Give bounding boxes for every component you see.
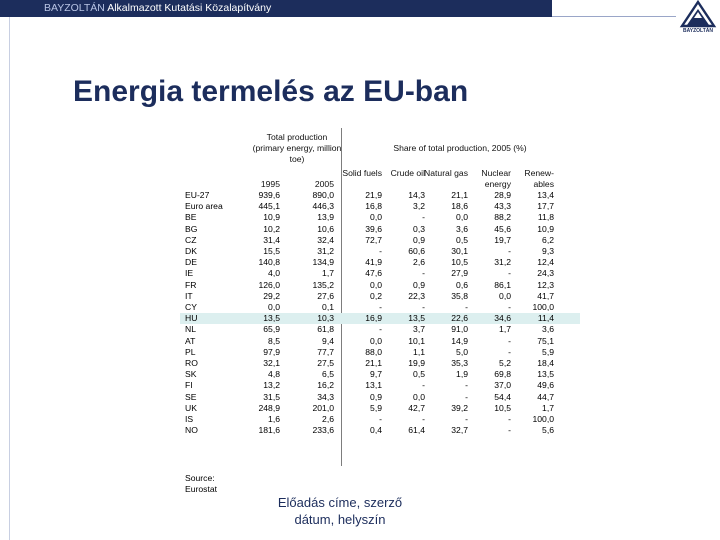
table-cell: 31,2 [317, 246, 334, 256]
table-cell: - [508, 425, 511, 436]
table-cell: 9,4 [322, 335, 334, 346]
table-cell: 100,0 [532, 302, 554, 312]
table-row [180, 380, 580, 391]
table-cell: 11,4 [537, 313, 554, 324]
table-cell: 4,0 [268, 268, 280, 279]
country-code: NO [185, 425, 198, 436]
table-cell: 29,2 [263, 290, 280, 301]
table-cell: 13,5 [408, 313, 425, 324]
table-cell: - [422, 414, 425, 424]
column-header: Nuclear energy [481, 168, 511, 189]
table-cell: 5,6 [542, 425, 554, 436]
country-code: IS [185, 414, 194, 424]
table-row [180, 414, 580, 425]
top-banner [0, 0, 552, 17]
table-cell: - [465, 380, 468, 391]
table-cell: 11,8 [537, 212, 554, 223]
country-code: CY [185, 302, 197, 312]
table-cell: 28,9 [494, 190, 511, 200]
table-cell: 12,3 [537, 279, 554, 290]
table-cell: 39,2 [451, 402, 468, 413]
table-cell: 75,1 [537, 335, 554, 346]
table-cell: 41,9 [365, 257, 382, 268]
table-cell: 47,6 [365, 268, 382, 279]
table-cell: 9,3 [542, 246, 554, 256]
table-cell: 16,8 [365, 201, 382, 212]
table-cell: 24,3 [537, 268, 554, 279]
table-cell: 0,9 [370, 391, 382, 402]
table-row [180, 201, 580, 212]
table-cell: 3,7 [413, 324, 425, 335]
table-cell: 39,6 [365, 223, 382, 234]
table-cell: 54,4 [494, 391, 511, 402]
table-cell: 18,6 [451, 201, 468, 212]
table-cell: 13,5 [263, 313, 280, 324]
energy-production-table [180, 128, 580, 468]
table-cell: 5,9 [370, 402, 382, 413]
table-cell: 1,7 [542, 402, 554, 413]
table-cell: 3,6 [542, 324, 554, 335]
table-row [180, 324, 580, 335]
table-cell: 69,8 [494, 369, 511, 380]
table-cell: 0,3 [413, 223, 425, 234]
table-cell: 0,9 [413, 279, 425, 290]
table-cell: 248,9 [258, 402, 280, 413]
table-cell: 0,0 [413, 391, 425, 402]
country-code: RO [185, 358, 198, 368]
header-total-production: Total production (primary energy, million toe) [252, 132, 342, 164]
country-code: IT [185, 290, 193, 301]
table-cell: 0,0 [456, 212, 468, 223]
table-cell: 30,1 [451, 246, 468, 256]
table-cell: 13,1 [365, 380, 382, 391]
table-cell: 35,3 [451, 358, 468, 368]
table-cell: 10,6 [317, 223, 334, 234]
table-cell: 1,6 [268, 414, 280, 424]
table-cell: 91,0 [451, 324, 468, 335]
table-cell: 100,0 [532, 414, 554, 424]
table-cell: 4,8 [268, 369, 280, 380]
table-cell: 0,4 [370, 425, 382, 436]
country-code: PL [185, 346, 196, 357]
table-cell: - [465, 391, 468, 402]
table-cell: 5,9 [542, 346, 554, 357]
table-row [180, 425, 580, 436]
table-cell: - [508, 246, 511, 256]
table-cell: 0,0 [268, 302, 280, 312]
organization-subtitle: Alkalmazott Kutatási Közalapítvány [107, 2, 272, 14]
table-cell: 0,5 [413, 369, 425, 380]
table-cell: - [508, 414, 511, 424]
table-cell: 1,7 [499, 324, 511, 335]
table-cell: 42,7 [408, 402, 425, 413]
table-cell: 72,7 [365, 234, 382, 245]
left-divider [9, 17, 10, 540]
table-cell: 134,9 [312, 257, 334, 268]
table-cell: 0,6 [456, 279, 468, 290]
table-cell: 88,0 [365, 346, 382, 357]
table-cell: 10,3 [317, 313, 334, 324]
table-cell: 3,2 [413, 201, 425, 212]
table-cell: - [379, 324, 382, 335]
table-cell: 0,0 [370, 335, 382, 346]
table-cell: 32,4 [317, 234, 334, 245]
column-header: 1995 [260, 179, 280, 189]
table-cell: - [465, 302, 468, 312]
table-cell: 126,0 [258, 279, 280, 290]
table-cell: 140,8 [258, 257, 280, 268]
table-cell: 10,5 [451, 257, 468, 268]
country-code: NL [185, 324, 196, 335]
table-cell: 61,8 [317, 324, 334, 335]
table-cell: 445,1 [258, 201, 280, 212]
table-row [180, 313, 580, 324]
table-cell: 135,2 [312, 279, 334, 290]
table-cell: 6,5 [322, 369, 334, 380]
table-cell: 15,5 [263, 246, 280, 256]
table-cell: 27,9 [451, 268, 468, 279]
table-cell: 18,4 [537, 358, 554, 368]
table-cell: 49,6 [537, 380, 554, 391]
table-cell: 201,0 [312, 402, 334, 413]
table-cell: 31,2 [494, 257, 511, 268]
table-cell: 13,2 [263, 380, 280, 391]
table-cell: - [422, 380, 425, 391]
table-cell: - [508, 335, 511, 346]
table-cell: 10,1 [408, 335, 425, 346]
table-cell: - [465, 414, 468, 424]
table-cell: 2,6 [322, 414, 334, 424]
table-cell: 88,2 [494, 212, 511, 223]
country-code: SE [185, 391, 197, 402]
country-code: BE [185, 212, 197, 223]
organization-name [44, 2, 271, 14]
country-code: DK [185, 246, 197, 256]
table-cell: 0,5 [456, 234, 468, 245]
table-cell: 65,9 [263, 324, 280, 335]
table-cell: 16,9 [365, 313, 382, 324]
table-cell: 27,5 [317, 358, 334, 368]
logo-label: BAYZOLTÁN [683, 28, 713, 34]
country-code: SK [185, 369, 197, 380]
footer-caption: Előadás címe, szerző dátum, helyszín [277, 495, 403, 527]
table-cell: - [379, 246, 382, 256]
table-cell: 233,6 [312, 425, 334, 436]
table-row [180, 302, 580, 313]
table-cell: - [379, 302, 382, 312]
country-code: HU [185, 313, 198, 324]
source-note: Source: Eurostat [185, 473, 218, 494]
table-cell: 61,4 [408, 425, 425, 436]
table-row [180, 369, 580, 380]
table-cell: 14,3 [408, 190, 425, 200]
table-row [180, 392, 580, 403]
table-cell: 97,9 [263, 346, 280, 357]
country-code: CZ [185, 234, 197, 245]
table-cell: 5,0 [456, 346, 468, 357]
table-cell: 0,9 [413, 234, 425, 245]
table-cell: 10,5 [494, 402, 511, 413]
table-cell: - [508, 268, 511, 279]
table-cell: 0,2 [370, 290, 382, 301]
country-code: Euro area [185, 201, 223, 212]
table-row [180, 212, 580, 223]
country-code: UK [185, 402, 197, 413]
page-title: Energia termelés az EU-ban [73, 75, 469, 108]
column-header: Natural gas [424, 168, 468, 178]
table-cell: 43,3 [494, 201, 511, 212]
table-cell: 3,6 [456, 223, 468, 234]
table-cell: 8,5 [268, 335, 280, 346]
table-cell: 446,3 [312, 201, 334, 212]
table-cell: 21,1 [365, 358, 382, 368]
country-code: DE [185, 257, 197, 268]
column-header: Solid fuels [342, 168, 382, 178]
table-cell: 0,0 [370, 279, 382, 290]
table-cell: 21,9 [365, 190, 382, 200]
table-cell: 35,8 [451, 290, 468, 301]
table-cell: 1,7 [322, 268, 334, 279]
table-cell: 34,3 [317, 391, 334, 402]
table-cell: 0,0 [499, 290, 511, 301]
table-cell: 2,6 [413, 257, 425, 268]
table-cell: 181,6 [258, 425, 280, 436]
country-code: EU-27 [185, 190, 210, 200]
table-cell: 9,7 [370, 369, 382, 380]
table-cell: 77,7 [317, 346, 334, 357]
table-cell: - [379, 414, 382, 424]
table-cell: 10,9 [537, 223, 554, 234]
column-header: Renew-ables [524, 168, 554, 189]
table-cell: 21,1 [451, 190, 468, 200]
table-row [180, 190, 580, 201]
country-code: FI [185, 380, 193, 391]
table-cell: - [508, 302, 511, 312]
table-cell: 37,0 [494, 380, 511, 391]
table-cell: 13,5 [537, 369, 554, 380]
table-cell: 41,7 [537, 290, 554, 301]
table-row [180, 224, 580, 235]
table-cell: - [508, 346, 511, 357]
table-row [180, 336, 580, 347]
table-row [180, 280, 580, 291]
table-row [180, 268, 580, 279]
table-cell: 10,2 [263, 223, 280, 234]
country-code: FR [185, 279, 197, 290]
table-cell: 890,0 [312, 190, 334, 200]
table-cell: 31,4 [263, 234, 280, 245]
brand-name: BAYZOLTÁN [44, 2, 105, 14]
table-row [180, 257, 580, 268]
table-cell: - [422, 212, 425, 223]
table-cell: 1,1 [413, 346, 425, 357]
table-cell: 32,7 [451, 425, 468, 436]
table-cell: 34,6 [494, 313, 511, 324]
table-cell: 6,2 [542, 234, 554, 245]
table-cell: 5,2 [499, 358, 511, 368]
table-row [180, 403, 580, 414]
table-cell: 45,6 [494, 223, 511, 234]
table-cell: 16,2 [317, 380, 334, 391]
table-cell: 44,7 [537, 391, 554, 402]
table-cell: 31,5 [263, 391, 280, 402]
table-cell: - [422, 302, 425, 312]
table-cell: 0,0 [370, 212, 382, 223]
table-cell: 17,7 [537, 201, 554, 212]
table-cell: 10,9 [263, 212, 280, 223]
table-cell: 86,1 [494, 279, 511, 290]
table-cell: 22,3 [408, 290, 425, 301]
column-header: Crude oil [390, 168, 425, 178]
country-code: AT [185, 335, 196, 346]
table-cell: - [422, 268, 425, 279]
table-cell: 939,6 [258, 190, 280, 200]
table-cell: 0,1 [322, 302, 334, 312]
table-cell: 60,6 [408, 246, 425, 256]
table-cell: 1,9 [456, 369, 468, 380]
header-share-of-production: Share of total production, 2005 (%) [393, 143, 527, 153]
table-cell: 32,1 [263, 358, 280, 368]
table-cell: 19,7 [494, 234, 511, 245]
country-code: BG [185, 223, 198, 234]
column-header: 2005 [314, 179, 334, 189]
table-row [180, 246, 580, 257]
table-cell: 12,4 [537, 257, 554, 268]
table-cell: 19,9 [408, 358, 425, 368]
table-cell: 22,6 [451, 313, 468, 324]
table-cell: 13,9 [317, 212, 334, 223]
table-row [180, 347, 580, 358]
table-cell: 13,4 [537, 190, 554, 200]
table-cell: 14,9 [451, 335, 468, 346]
table-row [180, 291, 580, 302]
table-cell: 27,6 [317, 290, 334, 301]
table-row [180, 235, 580, 246]
table-row [180, 358, 580, 369]
country-code: IE [185, 268, 194, 279]
